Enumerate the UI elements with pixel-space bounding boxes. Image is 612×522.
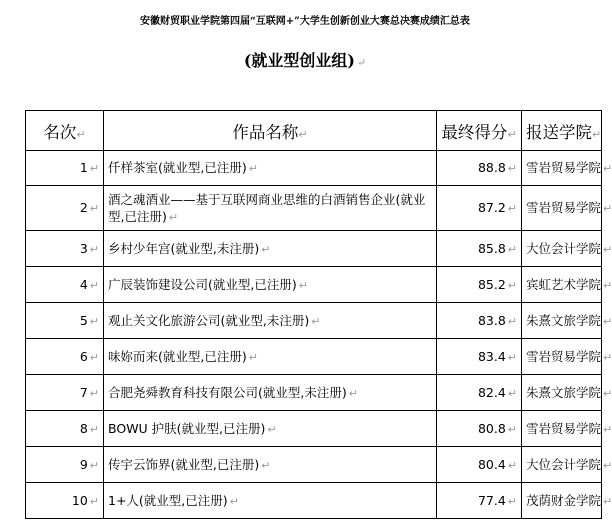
- paragraph-mark-icon: ↵: [603, 422, 612, 436]
- work-name-cell-text: 广辰装饰建设公司(就业型,已注册): [108, 276, 297, 292]
- score-cell: [437, 151, 522, 186]
- college-cell: [522, 411, 612, 447]
- college-cell-text: 雪岩贸易学院: [526, 160, 602, 175]
- score-cell-text: 80.8: [477, 420, 506, 436]
- paragraph-mark-icon: ↵: [507, 494, 517, 508]
- work-name-cell: [104, 339, 437, 375]
- rank-cell: [26, 375, 104, 411]
- results-table-body: [26, 151, 612, 519]
- college-cell: [522, 483, 612, 519]
- college-cell: [522, 267, 612, 303]
- rank-cell: [26, 483, 104, 519]
- score-cell-text: 83.4: [477, 348, 506, 364]
- college-cell: [522, 186, 612, 231]
- paragraph-mark-icon: ↵: [603, 202, 612, 215]
- work-name-cell-text: 传宇云饰界(就业型,已注册): [108, 456, 260, 472]
- paragraph-mark-icon: ↵: [89, 202, 99, 215]
- college-cell-text: 大位会计学院: [526, 456, 602, 472]
- rank-cell-text: 9: [79, 456, 88, 472]
- college-cell-text: 雪岩贸易学院: [526, 200, 602, 215]
- score-cell-text: 77.4: [477, 492, 506, 508]
- score-cell: [437, 303, 522, 339]
- paragraph-mark-icon: ↵: [267, 422, 277, 436]
- paragraph-mark-icon: ↵: [507, 458, 517, 472]
- work-name-cell-text: 仟样茶室(就业型,已注册): [108, 160, 247, 175]
- score-cell: [437, 186, 522, 231]
- score-cell-text: 85.2: [477, 276, 506, 292]
- score-cell: [437, 231, 522, 267]
- score-cell: [437, 339, 522, 375]
- paragraph-mark-icon: ↵: [507, 278, 517, 292]
- table-row: [26, 411, 602, 447]
- table-row: [26, 231, 602, 267]
- work-name-cell: [104, 151, 437, 186]
- paragraph-mark-icon: ↵: [89, 314, 99, 328]
- paragraph-mark-icon: ↵: [168, 210, 179, 224]
- rank-cell: [26, 447, 104, 483]
- paragraph-mark-icon: ↵: [507, 202, 517, 215]
- rank-cell: [26, 231, 104, 267]
- rank-cell-text: 4: [79, 276, 88, 292]
- paragraph-mark-icon: ↵: [507, 350, 517, 364]
- header-final-score: 最终得分↵: [437, 111, 522, 151]
- paragraph-mark-icon: ↵: [89, 386, 99, 400]
- work-name-cell: [104, 267, 437, 303]
- table-row: [26, 339, 602, 375]
- paragraph-mark-icon: ↵: [603, 350, 612, 364]
- college-cell-text: 雪岩贸易学院: [526, 420, 602, 436]
- work-name-cell: [104, 447, 437, 483]
- paragraph-mark-icon: ↵: [603, 242, 612, 256]
- rank-cell-text: 8: [79, 420, 88, 436]
- rank-cell-text: 6: [79, 348, 88, 364]
- document-subtitle: [0, 48, 610, 71]
- paragraph-mark-icon: ↵: [603, 162, 612, 175]
- score-cell: [437, 447, 522, 483]
- work-name-cell: [104, 411, 437, 447]
- paragraph-mark-icon: ↵: [507, 242, 517, 256]
- score-cell-text: 80.4: [477, 456, 506, 472]
- paragraph-mark-icon: ↵: [603, 386, 612, 400]
- header-work-name: 作品名称↵: [104, 111, 437, 151]
- score-cell-text: 82.4: [477, 384, 506, 400]
- college-cell: [522, 339, 612, 375]
- header-college: 报送学院↵: [522, 111, 602, 151]
- work-name-cell-text: 1+人(就业型,已注册): [108, 492, 228, 508]
- paragraph-mark-icon: ↵: [603, 314, 612, 328]
- paragraph-mark-icon: ↵: [248, 350, 258, 364]
- table-row: [26, 267, 602, 303]
- table-row: [26, 483, 602, 519]
- college-cell-text: 朱熹文旅学院: [526, 312, 602, 328]
- score-cell: [437, 375, 522, 411]
- college-cell-text: 朱熹文旅学院: [526, 384, 602, 400]
- table-row: [26, 375, 602, 411]
- work-name-cell: [104, 186, 437, 231]
- paragraph-mark-icon: ↵: [89, 422, 99, 436]
- college-cell: [522, 151, 612, 186]
- header-rank: 名次↵: [26, 111, 104, 151]
- score-cell: [437, 483, 522, 519]
- college-cell: [522, 231, 612, 267]
- paragraph-mark-icon: ↵: [229, 494, 239, 508]
- paragraph-mark-icon: ↵: [298, 278, 308, 292]
- paragraph-mark-icon: ↵: [89, 278, 99, 292]
- paragraph-mark-icon: ↵: [89, 162, 99, 175]
- rank-cell-text: 2: [79, 200, 88, 215]
- rank-cell: [26, 186, 104, 231]
- paragraph-mark-icon: ↵: [89, 350, 99, 364]
- header-row: [26, 111, 602, 151]
- work-name-cell: [104, 483, 437, 519]
- work-name-cell-text: 酒之魂酒业——基于互联网商业思维的白酒销售企业(就业型,已注册): [108, 191, 426, 224]
- rank-cell-text: 5: [79, 312, 88, 328]
- college-cell: [522, 447, 612, 483]
- paragraph-mark-icon: ↵: [89, 494, 99, 508]
- table-row: [26, 186, 602, 231]
- table-row: [26, 151, 602, 186]
- work-name-cell: [104, 375, 437, 411]
- college-cell: [522, 375, 612, 411]
- paragraph-mark-icon: ↵: [603, 278, 612, 292]
- results-table: [25, 110, 612, 519]
- paragraph-mark-icon: ↵: [348, 386, 358, 400]
- rank-cell-text: 1: [79, 160, 88, 175]
- college-cell-text: 大位会计学院: [526, 240, 602, 256]
- document-title: [0, 12, 610, 27]
- college-cell-text: 雪岩贸易学院: [526, 348, 602, 364]
- paragraph-mark-icon: ↵: [603, 458, 612, 472]
- score-cell-text: 88.8: [477, 160, 506, 175]
- paragraph-mark-icon: ↵: [89, 242, 99, 256]
- college-cell-text: 茂荫财金学院: [526, 492, 602, 508]
- work-name-cell-text: 合肥尧舜教育科技有限公司(就业型,未注册): [108, 384, 347, 400]
- paragraph-mark-icon: ↵: [507, 422, 517, 436]
- college-cell: [522, 303, 612, 339]
- table-row: [26, 447, 602, 483]
- paragraph-mark-icon: ↵: [603, 494, 612, 508]
- paragraph-mark-icon: ↵: [311, 314, 321, 328]
- rank-cell: [26, 339, 104, 375]
- rank-cell-text: 3: [79, 240, 88, 256]
- work-name-cell: [104, 303, 437, 339]
- work-name-cell-text: BOWU 护肤(就业型,已注册): [108, 420, 266, 436]
- paragraph-mark-icon: ↵: [261, 458, 271, 472]
- rank-cell: [26, 411, 104, 447]
- work-name-cell: [104, 231, 437, 267]
- paragraph-mark-icon: ↵: [248, 162, 258, 175]
- work-name-cell-text: 观止关文化旅游公司(就业型,未注册): [108, 312, 310, 328]
- score-cell: [437, 411, 522, 447]
- paragraph-mark-icon: ↵: [356, 56, 367, 69]
- paragraph-mark-icon: ↵: [507, 162, 517, 175]
- paragraph-mark-icon: ↵: [507, 314, 517, 328]
- document-title-text: 安徽财贸职业学院第四届“互联网+”大学生创新创业大赛总决赛成绩汇总表: [140, 16, 470, 27]
- college-cell-text: 宾虹艺术学院: [526, 276, 602, 292]
- paragraph-mark-icon: ↵: [89, 458, 99, 472]
- rank-cell-text: 10: [71, 492, 88, 508]
- table-row: [26, 303, 602, 339]
- score-cell-text: 87.2: [477, 200, 506, 215]
- document-subtitle-text: (就业型创业组): [243, 51, 355, 70]
- work-name-cell-text: 乡村少年宫(就业型,未注册): [108, 240, 260, 256]
- rank-cell: [26, 267, 104, 303]
- paragraph-mark-icon: ↵: [507, 386, 517, 400]
- score-cell-text: 85.8: [477, 240, 506, 256]
- rank-cell-text: 7: [79, 384, 88, 400]
- rank-cell: [26, 151, 104, 186]
- work-name-cell-text: 味妳而来(就业型,已注册): [108, 348, 247, 364]
- paragraph-mark-icon: ↵: [261, 242, 271, 256]
- score-cell-text: 83.8: [477, 312, 506, 328]
- score-cell: [437, 267, 522, 303]
- rank-cell: [26, 303, 104, 339]
